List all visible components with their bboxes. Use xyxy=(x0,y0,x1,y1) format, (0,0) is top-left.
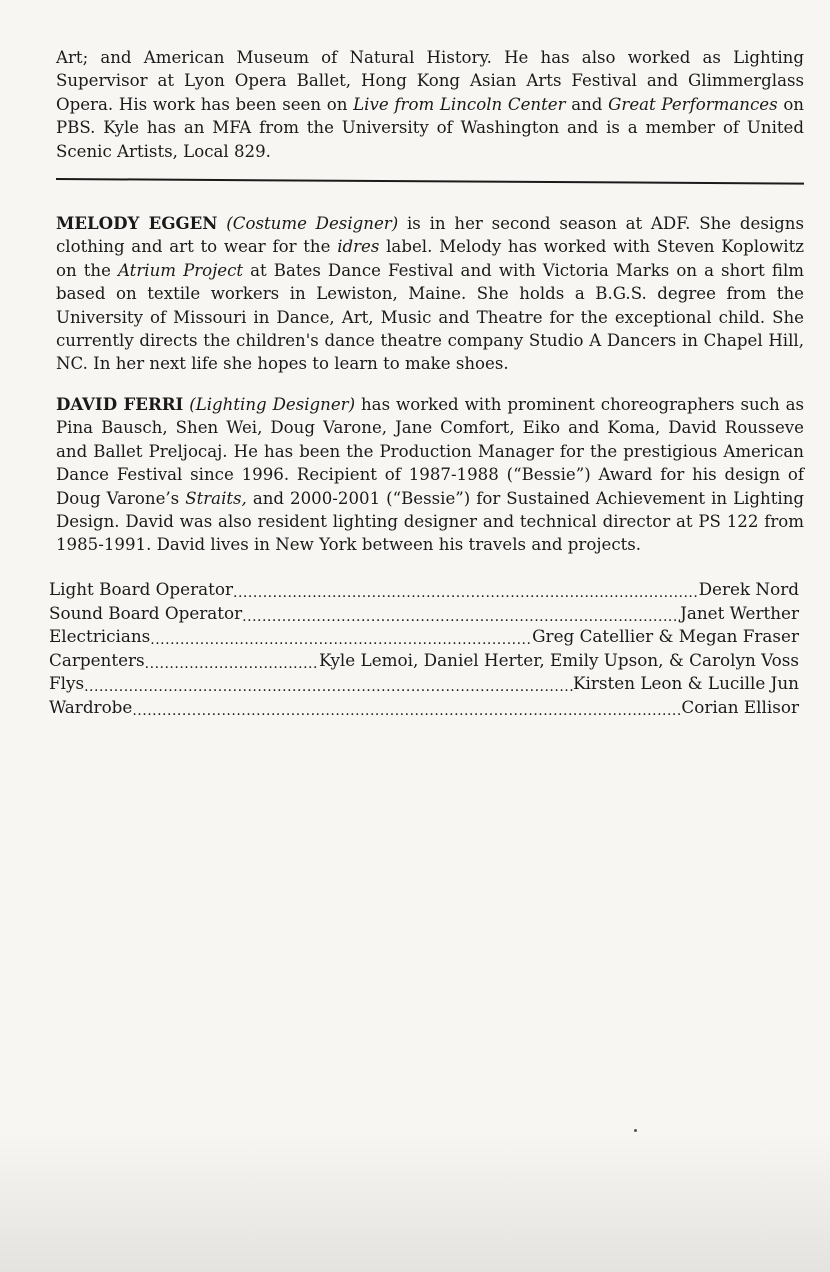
crew-role: Carpenters xyxy=(49,649,145,670)
bio-italic-work: Straits, xyxy=(185,488,247,508)
crew-name: Greg Catellier & Megan Fraser xyxy=(532,626,799,646)
crew-list xyxy=(49,578,799,719)
bio-text: at Bates Dance Festival and with Victoria Marks on a short film based on textile workers in Lewiston, Maine. She holds a B.G.S. degree from the University of Missouri in Dance, Art, Music and Theatre for the exceptional child. She currently directs the children's dance theatre company Studio A Dancers in Chapel Hill, NC. In her next life she hopes to learn to make shoes. xyxy=(56,260,805,374)
crew-name: Kirsten Leon & Lucille Jun xyxy=(572,673,799,693)
crew-role: Sound Board Operator xyxy=(49,602,243,623)
kyle-bio-continuation xyxy=(56,46,804,163)
crew-role: Electricians xyxy=(49,626,151,646)
bio-text: and xyxy=(565,94,609,114)
bio-italic-label: idres xyxy=(337,237,380,257)
bio-italic-title: Live from Lincoln Center xyxy=(353,94,566,114)
bio-italic-title: Great Performances xyxy=(608,94,778,114)
dot-leader xyxy=(84,674,573,692)
bio-text: Art; and American Museum of Natural History. He has also worked as Lighting Supervisor at Lyon Opera Ballet, Hong Kong Asian Arts Festival and Glimmerglass Opera. His work has been seen on xyxy=(56,48,804,114)
bio-text: has worked with prominent choreographers such as Pina Bausch, Shen Wei, Doug Varone, Jane Comfort, Eiko and Koma, David Rousseve and Ballet Preljocaj. He has been the Production Manager for the prestigious American Dance Festival since 1996. Recipient of 1987-1988 (“Bessie”) Award for his design of Doug Varone’s xyxy=(56,395,804,508)
crew-row xyxy=(49,672,799,696)
crew-name: Janet Werther xyxy=(680,602,799,623)
bio-text: on PBS. Kyle has an MFA from the University of Washington and is a member of United Scenic Artists, Local 829. xyxy=(56,94,804,161)
crew-row xyxy=(49,696,799,720)
bio-text: and 2000-2001 (“Bessie”) for Sustained Achievement in Lighting Design. David was also resident lighting designer and technical director at PS 122 from 1985-1991. David lives in New York between his travels and projects. xyxy=(56,488,805,555)
crew-name: Kyle Lemoi, Daniel Herter, Emily Upson, & Carolyn Voss xyxy=(318,649,799,670)
section-divider xyxy=(56,178,804,185)
crew-role: Light Board Operator xyxy=(49,579,234,599)
bio-text: is in her second season at ADF. She designs clothing and art to wear for the xyxy=(56,214,804,257)
crew-role: Flys xyxy=(49,673,85,693)
dot-leader xyxy=(132,698,681,716)
bio-role: (Costume Designer) xyxy=(226,214,399,233)
bio-name: DAVID FERRI xyxy=(56,394,184,414)
david-ferri-bio xyxy=(56,393,804,557)
crew-row xyxy=(49,649,799,673)
dot-leader xyxy=(145,651,319,669)
bio-italic-project: Atrium Project xyxy=(117,260,244,280)
bio-text: label. Melody has worked with Steven Koplowitz on the xyxy=(56,237,804,280)
crew-row xyxy=(49,625,799,649)
dot-leader xyxy=(233,580,699,598)
crew-name: Derek Nord xyxy=(698,579,799,599)
speck xyxy=(634,1129,637,1132)
dot-leader xyxy=(150,627,532,645)
crew-role: Wardrobe xyxy=(49,696,133,717)
crew-name: Corian Ellisor xyxy=(681,696,799,717)
bio-name: MELODY EGGEN xyxy=(56,213,218,233)
page-shadow xyxy=(0,1130,830,1272)
crew-row xyxy=(49,602,799,626)
melody-eggen-bio xyxy=(56,212,804,376)
bio-role: (Lighting Designer) xyxy=(189,395,356,414)
crew-row xyxy=(49,578,799,602)
dot-leader xyxy=(242,604,680,622)
